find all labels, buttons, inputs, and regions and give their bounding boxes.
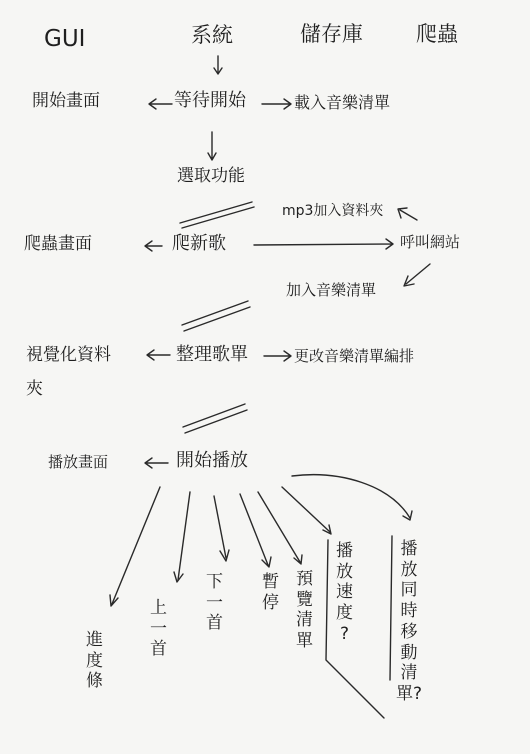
bracket-line-move (390, 536, 392, 680)
node-next-track: 下 一 首 (206, 572, 223, 634)
arrow-to-next (214, 496, 229, 561)
arrow-to-speed (282, 487, 331, 534)
node-edit-playlist-order: 更改音樂清單編排 (294, 347, 415, 365)
arrow-play-to-play-screen (145, 458, 168, 468)
node-play-move-list: 播 放 同 時 移 動 清 單? (396, 539, 423, 705)
arrow-organize-to-visual (147, 350, 170, 360)
node-play-screen: 播放畫面 (48, 453, 109, 471)
separator-lines-3 (183, 404, 247, 433)
arrow-wait-to-choose (208, 132, 216, 160)
arrow-wait-to-load-playlist (262, 99, 291, 109)
node-organize-playlist: 整理歌單 (176, 344, 248, 365)
node-previous-track: 上 一 首 (150, 598, 167, 660)
header-gui-label: GUI (44, 26, 86, 52)
arrow-crawl-to-call-website (254, 239, 393, 249)
separator-lines-2 (182, 301, 250, 331)
header-database-label: 儲存庫 (300, 22, 363, 46)
arrow-system-to-wait (214, 56, 222, 74)
node-choose-function: 選取功能 (177, 166, 245, 186)
arrow-organize-to-edit (264, 351, 291, 361)
node-pause: 暫 停 (262, 572, 279, 613)
node-wait-start: 等待開始 (174, 90, 246, 111)
node-visual-folder-cont: 夾 (26, 379, 43, 399)
node-add-to-playlist: 加入音樂清單 (286, 281, 377, 299)
bracket-line-speed (326, 540, 384, 718)
node-crawl-songs: 爬新歌 (172, 233, 226, 254)
node-playback-speed: 播 放 速 度 ? (336, 541, 353, 644)
separator-lines-1 (180, 202, 254, 228)
node-call-website: 呼叫網站 (400, 233, 461, 251)
node-start-playing: 開始播放 (176, 450, 248, 471)
node-start-screen: 開始畫面 (32, 91, 100, 111)
header-system-label: 系統 (191, 23, 233, 47)
node-preview-list: 預 覽 清 單 (296, 569, 313, 652)
arrow-crawl-to-crawler-screen (145, 241, 162, 251)
arrow-to-progress (110, 487, 160, 606)
arrow-website-to-add (404, 264, 430, 286)
arrow-to-previous (174, 492, 190, 582)
node-load-playlist: 載入音樂清單 (294, 93, 391, 112)
header-crawler-label: 爬蟲 (416, 22, 458, 46)
node-add-mp3-folder: mp3加入資料夾 (282, 203, 384, 219)
arrow-wait-to-start-screen (149, 99, 172, 109)
node-crawler-screen: 爬蟲畫面 (24, 234, 92, 254)
arrow-website-to-mp3 (398, 208, 417, 220)
node-visual-folder: 視覺化資料 (26, 345, 111, 365)
node-progress-bar: 進 度 條 (86, 630, 103, 692)
arrow-to-preview (258, 492, 302, 564)
